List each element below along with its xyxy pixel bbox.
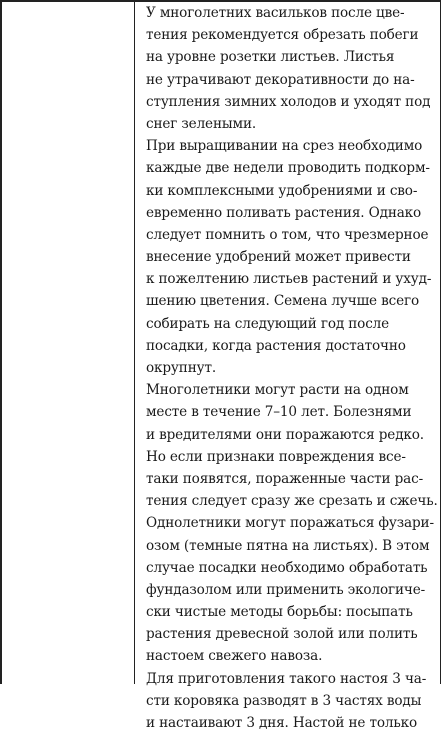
text-line: собирать на следующий год после [146, 315, 390, 332]
text-line: снег зелеными. [146, 115, 257, 132]
text-line: тения рекомендуется обрезать побеги [146, 27, 419, 44]
text-line: таки появятся, пораженные части рас- [146, 470, 424, 487]
text-line: тения следует сразу же срезать и сжечь. [146, 493, 438, 510]
text-line: посадки, когда растения достаточно [146, 337, 406, 354]
text-line: ступления зимних холодов и уходят под [146, 93, 431, 110]
text-line: на уровне розетки листьев. Листья [146, 49, 395, 66]
text-line: следует помнить о том, что чрезмерное [146, 226, 429, 243]
text-line: ки комплексными удобрениями и сво- [146, 182, 418, 199]
text-line: и вредителями они поражаются редко. [146, 426, 424, 443]
text-line: настоем свежего навоза. [146, 648, 323, 665]
text-line: каждые две недели проводить подкорм- [146, 160, 430, 177]
text-line: к пожелтению листьев растений и ухуд- [146, 271, 432, 288]
text-line: озом (темные пятна на листьях). В этом [146, 537, 430, 554]
text-line: окрупнут. [146, 360, 216, 376]
text-line: растения древесной золой или полить [146, 626, 418, 643]
text-line: ски чистые методы борьбы: посыпать [146, 604, 413, 621]
text-line: и настаивают 3 дня. Настой не только [146, 715, 418, 731]
text-line: Однолетники могут поражаться фузари- [146, 515, 434, 532]
left-table-column [0, 0, 135, 684]
text-line: У многолетних васильков после цве- [146, 5, 405, 21]
text-line: шению цветения. Семена лучше всего [146, 293, 419, 310]
text-line: фундазолом или применить экологиче- [146, 581, 426, 598]
text-line: случае посадки необходимо обработать [146, 559, 428, 576]
text-line: При выращивании на срез необходимо [146, 138, 423, 155]
text-line: сти коровяка разводят в 3 частях воды [146, 692, 422, 709]
text-line: внесение удобрений может привести [146, 249, 411, 266]
text-line: евременно поливать растения. Однако [146, 204, 422, 221]
body-text [146, 2, 436, 734]
text-line: Многолетники могут расти на одном [146, 382, 409, 399]
text-line: не утрачивают декоративности до на- [146, 71, 415, 88]
text-line: Для приготовления такого настоя 3 ча- [146, 670, 427, 687]
text-line: месте в течение 7–10 лет. Болезнями [146, 404, 412, 421]
text-line: Но если признаки повреждения все- [146, 448, 406, 465]
